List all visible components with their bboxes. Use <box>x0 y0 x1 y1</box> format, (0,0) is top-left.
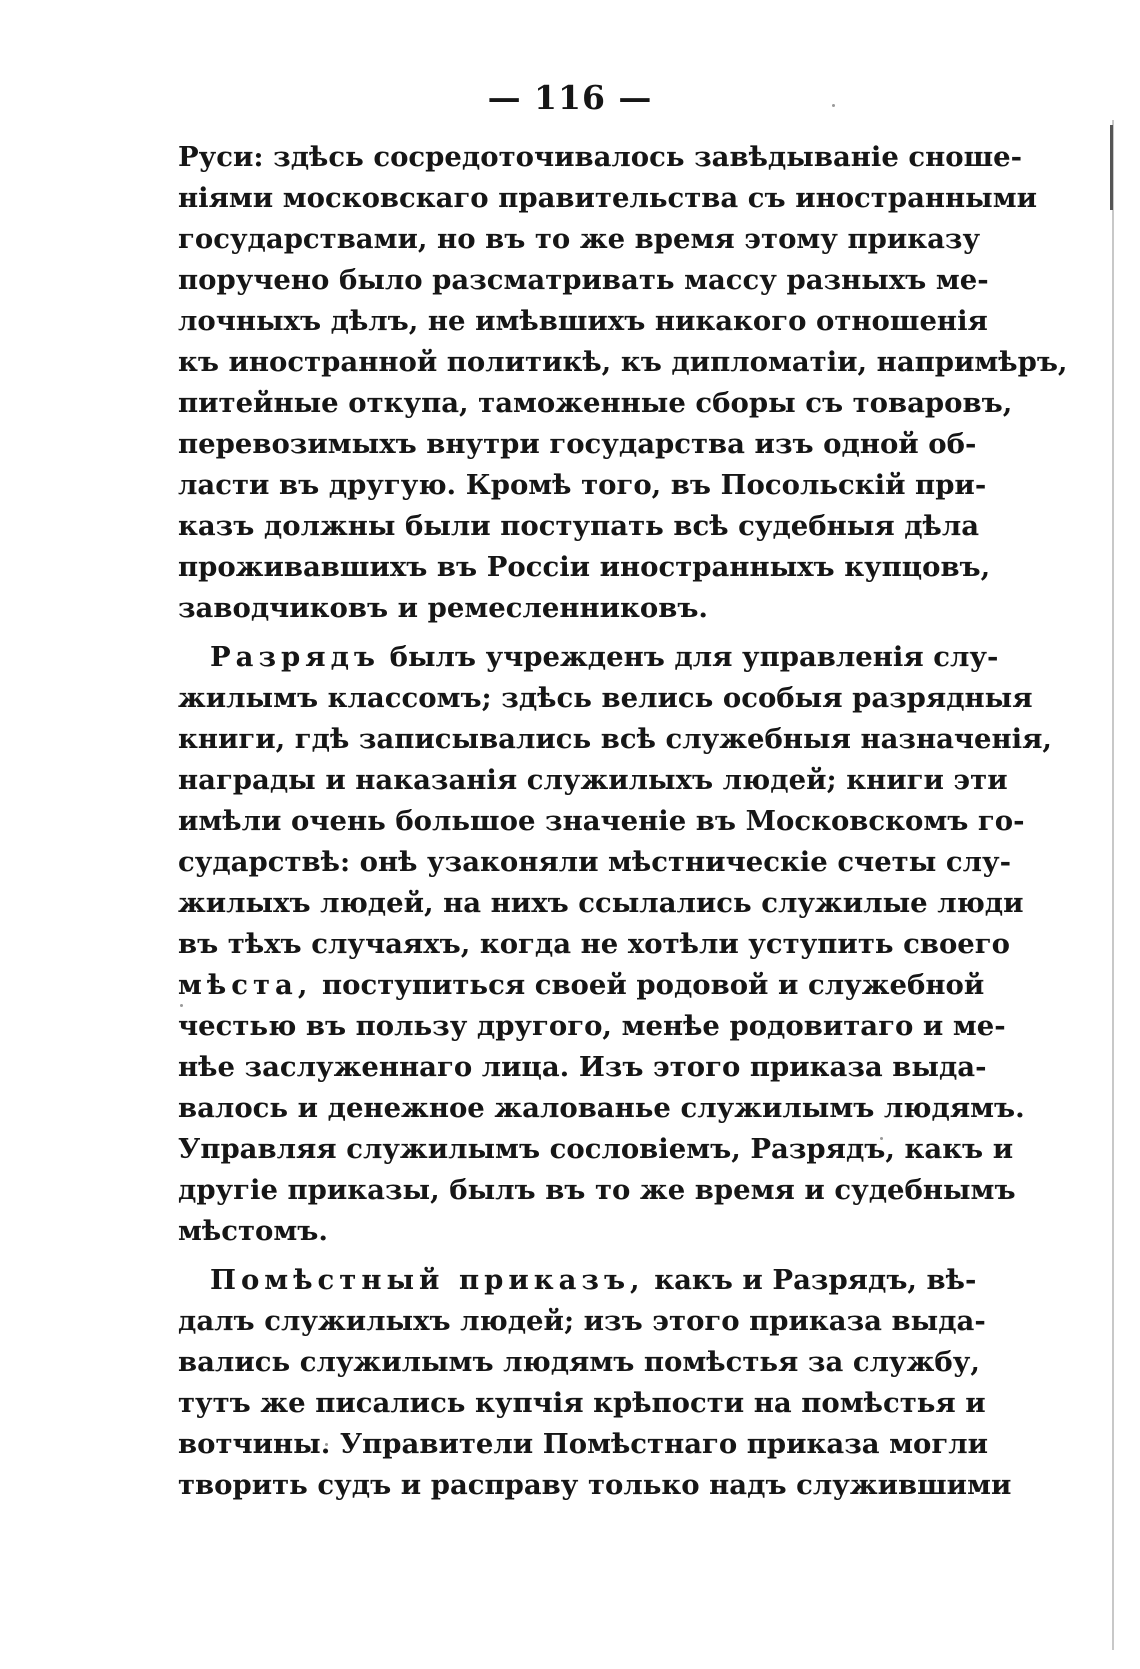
text-line <box>178 1260 977 1301</box>
text-line: въ тѣхъ случаяхъ, когда не хотѣли уступить своего <box>178 928 1010 960</box>
text-line: жилыхъ людей, на нихъ ссылались служилые люди <box>178 887 1024 919</box>
text-line: Управляя служилымъ сословіемъ, Разрядъ, какъ и <box>178 1133 1014 1165</box>
page-edge-shadow <box>1112 120 1114 1650</box>
spaced-word: мѣста, <box>178 969 313 1001</box>
text-line: проживавшихъ въ Россіи иностранныхъ купцовъ, <box>178 551 991 583</box>
text-line: честью въ пользу другого, менѣе родовитаго и ме- <box>178 1010 1006 1042</box>
page-edge-mark <box>1110 125 1113 210</box>
text-line: мѣстомъ. <box>178 1215 328 1247</box>
paragraph-gap <box>178 629 967 637</box>
text-line: тутъ же писались купчія крѣпости на помѣстья и <box>178 1387 986 1419</box>
text-line: заводчиковъ и ремесленниковъ. <box>178 592 708 624</box>
text-line: Руси: здѣсь сосредоточивалось завѣдываніе сноше- <box>178 141 1023 173</box>
text-line: поручено было разсматривать массу разныхъ ме- <box>178 264 989 296</box>
text-line-rest: былъ учрежденъ для управленія слу- <box>380 641 999 673</box>
text-line: имѣли очень большое значеніе въ Московскомъ го- <box>178 805 1025 837</box>
text-line-rest: какъ и Разрядъ, вѣ- <box>644 1264 977 1296</box>
text-line: вотчины. Управители Помѣстнаго приказа могли <box>178 1428 989 1460</box>
paragraph <box>178 637 1052 1252</box>
text-line: перевозимыхъ внутри государства изъ одной об- <box>178 428 977 460</box>
text-line: питейные откупа, таможенные сборы съ товаровъ, <box>178 387 1013 419</box>
body-text <box>178 137 1068 1506</box>
text-line: другіе приказы, былъ въ то же время и судебнымъ <box>178 1174 1016 1206</box>
spaced-heading-word: Разрядъ <box>210 641 381 673</box>
text-line: лочныхъ дѣлъ, не имѣвшихъ никакого отношенія <box>178 305 988 337</box>
page-number: — 116 — <box>487 78 653 117</box>
spaced-heading-word: Помѣстный приказъ, <box>210 1264 645 1296</box>
text-line: валось и денежное жалованье служилымъ людямъ. <box>178 1092 1025 1124</box>
text-line: казъ должны были поступать всѣ судебныя дѣла <box>178 510 980 542</box>
text-line: ласти въ другую. Кромѣ того, въ Посольскій при- <box>178 469 987 501</box>
paragraph <box>178 137 1068 629</box>
paragraph-gap <box>178 1252 967 1260</box>
text-line <box>178 965 985 1006</box>
text-line: вались служилымъ людямъ помѣстья за службу, <box>178 1346 980 1378</box>
text-line: творить судъ и расправу только надъ служившими <box>178 1469 1012 1501</box>
paragraph <box>178 1260 1012 1506</box>
text-line-rest: поступиться своей родовой и служебной <box>321 969 985 1001</box>
text-line: далъ служилыхъ людей; изъ этого приказа выда- <box>178 1305 986 1337</box>
text-line: жилымъ классомъ; здѣсь велись особыя разрядныя <box>178 682 1033 714</box>
text-line: къ иностранной политикѣ, къ дипломатіи, напримѣръ, <box>178 346 1068 378</box>
text-line: награды и наказанія служилыхъ людей; книги эти <box>178 764 1008 796</box>
text-line: сударствѣ: онѣ узаконяли мѣстническіе счеты слу- <box>178 846 1012 878</box>
text-line: нѣе заслуженнаго лица. Изъ этого приказа выда- <box>178 1051 987 1083</box>
text-line: государствами, но въ то же время этому приказу <box>178 223 981 255</box>
text-line: ніями московскаго правительства съ иностранными <box>178 182 1037 214</box>
text-line <box>178 637 999 678</box>
text-line: книги, гдѣ записывались всѣ служебныя назначенія, <box>178 723 1052 755</box>
